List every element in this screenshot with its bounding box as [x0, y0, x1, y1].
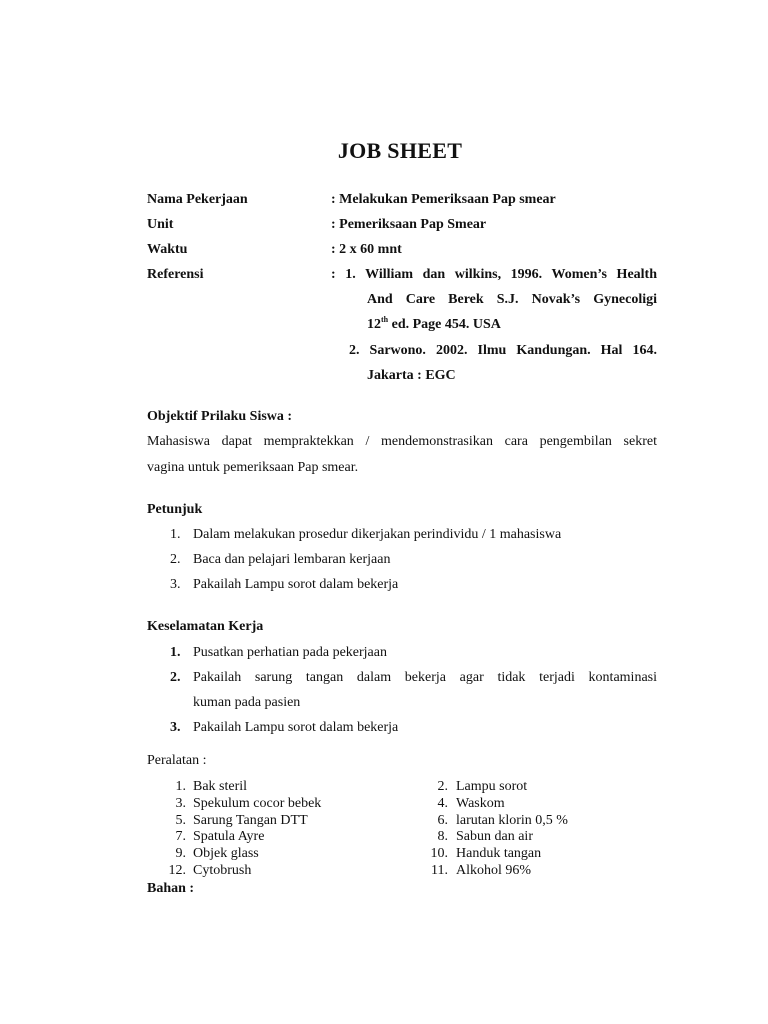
reference-1-line-1: : 1. William dan wilkins, 1996. Women’s Health [331, 267, 657, 282]
petunjuk-item-3: Pakailah Lampu sorot dalam bekerja [193, 577, 399, 592]
keselamatan-item-1: Pusatkan perhatian pada pekerjaan [193, 645, 387, 660]
label-nama-pekerjaan: Nama Pekerjaan [147, 192, 248, 207]
peralatan-item: Bak steril [193, 779, 248, 794]
keselamatan-num-1: 1. [170, 645, 181, 660]
petunjuk-item-1: Dalam melakukan prosedur dikerjakan perindividu / 1 mahasiswa [193, 527, 562, 542]
petunjuk-item-2: Baca dan pelajari lembaran kerjaan [193, 552, 391, 567]
peralatan-item: Spekulum cocor bebek [193, 796, 322, 811]
peralatan-num: 4. [437, 796, 448, 811]
edition-number: 12 [367, 317, 381, 332]
peralatan-item: Lampu sorot [456, 779, 528, 794]
peralatan-num: 3. [175, 796, 186, 811]
reference-1-line-3 [367, 317, 501, 333]
peralatan-item: Waskom [456, 796, 505, 811]
peralatan-num: 11. [431, 863, 448, 878]
peralatan-heading: Peralatan : [147, 753, 207, 768]
peralatan-item: Spatula Ayre [193, 829, 265, 844]
value-nama-pekerjaan: : Melakukan Pemeriksaan Pap smear [331, 192, 556, 207]
peralatan-num: 5. [175, 813, 186, 828]
peralatan-item: Sarung Tangan DTT [193, 813, 308, 828]
peralatan-num: 10. [430, 846, 448, 861]
peralatan-item: Objek glass [193, 846, 259, 861]
value-unit: : Pemeriksaan Pap Smear [331, 217, 487, 232]
peralatan-item: larutan klorin 0,5 % [456, 813, 568, 828]
peralatan-num: 8. [437, 829, 448, 844]
reference-2-line-1: 2. Sarwono. 2002. Ilmu Kandungan. Hal 164. [349, 343, 657, 358]
peralatan-item: Handuk tangan [456, 846, 542, 861]
objektif-text-line-1: Mahasiswa dapat mempraktekkan / mendemonstrasikan cara pengembilan sekret [147, 434, 657, 449]
edition-suffix: th [381, 315, 389, 324]
peralatan-num: 9. [175, 846, 186, 861]
petunjuk-heading: Petunjuk [147, 502, 203, 517]
keselamatan-item-2-cont: kuman pada pasien [193, 695, 301, 710]
reference-1-line-2: And Care Berek S.J. Novak’s Gynecoligi [367, 292, 657, 307]
page-title: JOB SHEET [337, 138, 463, 163]
peralatan-num: 12. [168, 863, 186, 878]
bahan-heading: Bahan : [147, 881, 195, 896]
peralatan-item: Alkohol 96% [456, 863, 532, 878]
peralatan-num: 1. [175, 779, 186, 794]
petunjuk-num-3: 3. [170, 577, 181, 592]
peralatan-item: Cytobrush [193, 863, 252, 878]
keselamatan-num-2: 2. [170, 670, 181, 685]
peralatan-item: Sabun dan air [456, 829, 533, 844]
objektif-text-line-2: vagina untuk pemeriksaan Pap smear. [147, 460, 359, 475]
keselamatan-heading: Keselamatan Kerja [147, 619, 264, 634]
keselamatan-item-2: Pakailah sarung tangan dalam bekerja agar tidak terjadi kontaminasi [193, 670, 657, 685]
peralatan-num: 2. [437, 779, 448, 794]
label-referensi: Referensi [147, 267, 204, 282]
petunjuk-num-2: 2. [170, 552, 181, 567]
peralatan-num: 7. [175, 829, 186, 844]
value-waktu: : 2 x 60 mnt [331, 242, 402, 257]
edition-rest: ed. Page 454. USA [388, 317, 501, 332]
label-waktu: Waktu [147, 242, 188, 257]
reference-2-line-2: Jakarta : EGC [367, 368, 456, 383]
label-unit: Unit [147, 217, 174, 232]
keselamatan-item-3: Pakailah Lampu sorot dalam bekerja [193, 720, 399, 735]
peralatan-num: 6. [437, 813, 448, 828]
keselamatan-num-3: 3. [170, 720, 181, 735]
objektif-heading: Objektif Prilaku Siswa : [147, 409, 293, 424]
petunjuk-num-1: 1. [170, 527, 181, 542]
